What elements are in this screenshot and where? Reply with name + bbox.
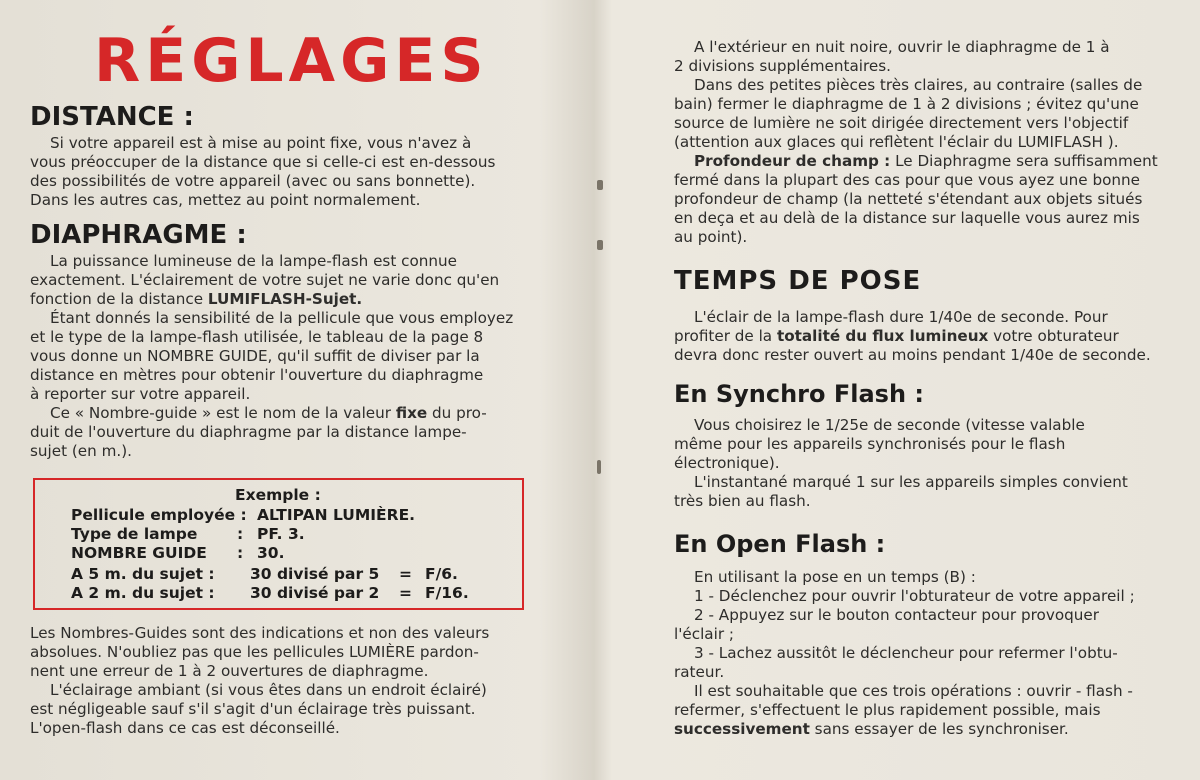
- text-line: profiter de la: [674, 327, 777, 345]
- text-line: à reporter sur votre appareil.: [30, 385, 251, 403]
- row1-calc: 30 divisé par 5: [250, 565, 380, 583]
- film-label: Pellicule employée :: [71, 506, 247, 524]
- text-line: refermer, s'effectuent le plus rapidement possible, mais: [674, 701, 1101, 719]
- example-box: [33, 478, 524, 610]
- text-line: exactement. L'éclairement de votre sujet ne varie donc qu'en: [30, 271, 500, 289]
- bold-text: fixe: [395, 404, 428, 422]
- text-line: 2 - Appuyez sur le bouton contacteur pour provoquer: [694, 606, 1099, 624]
- temps-de-pose-paragraph: [674, 308, 1174, 365]
- text-line: Ce « Nombre-guide » est le nom de la valeur: [50, 404, 396, 422]
- text-line: 1 - Déclenchez pour ouvrir l'obturateur de votre appareil ;: [694, 587, 1135, 605]
- text-line: et le type de la lampe-flash utilisée, le tableau de la page 8: [30, 328, 484, 346]
- text-line: distance en mètres pour obtenir l'ouverture du diaphragme: [30, 366, 484, 384]
- temps-de-pose-heading: TEMPS DE POSE: [674, 266, 922, 296]
- bold-text: LUMIFLASH-Sujet.: [207, 290, 363, 308]
- lamp-label: Type de lampe: [71, 525, 198, 543]
- text-line: Les Nombres-Guides sont des indications et non des valeurs: [30, 624, 490, 642]
- text-line: Le Diaphragme sera suffisamment: [890, 152, 1158, 170]
- bold-text: totalité du flux lumineux: [776, 327, 989, 345]
- text-line: vous donne un NOMBRE GUIDE, qu'il suffit de diviser par la: [30, 347, 480, 365]
- synchro-flash-paragraph: [674, 416, 1174, 511]
- distance-paragraph: [30, 134, 530, 210]
- diaphragme-paragraph: [30, 252, 530, 461]
- text-line: L'instantané marqué 1 sur les appareils simples convient: [694, 473, 1128, 491]
- guide-colon: :: [237, 544, 244, 562]
- text-line: Étant donnés la sensibilité de la pellicule que vous employez: [50, 309, 514, 327]
- text-line: vous préoccuper de la distance que si celle-ci est en-dessous: [30, 153, 496, 171]
- text-line: A l'extérieur en nuit noire, ouvrir le diaphragme de 1 à: [694, 38, 1110, 56]
- open-flash-paragraph: [674, 568, 1174, 739]
- right-page: [600, 0, 1200, 780]
- text-line: sujet (en m.).: [30, 442, 132, 460]
- synchro-flash-heading: En Synchro Flash :: [674, 380, 924, 408]
- text-line: En utilisant la pose en un temps (B) :: [694, 568, 976, 586]
- diaphragme-heading: DIAPHRAGME :: [30, 220, 247, 250]
- open-flash-heading: En Open Flash :: [674, 530, 886, 558]
- text-line: La puissance lumineuse de la lampe-flash est connue: [50, 252, 457, 270]
- text-line: est négligeable sauf s'il s'agit d'un éclairage très puissant.: [30, 700, 476, 718]
- text-line: électronique).: [674, 454, 780, 472]
- row1-result: F/6.: [425, 565, 458, 583]
- text-line: L'open-flash dans ce cas est déconseillé.: [30, 719, 340, 737]
- text-line: Dans des petites pièces très claires, au contraire (salles de: [694, 76, 1143, 94]
- page-title: RÉGLAGES: [94, 26, 489, 96]
- example-title: Exemple :: [235, 486, 321, 504]
- row2-calc: 30 divisé par 2: [250, 584, 380, 602]
- film-value: ALTIPAN LUMIÈRE.: [257, 506, 416, 524]
- text-line: (attention aux glaces qui reflètent l'éclair du LUMIFLASH ).: [674, 133, 1119, 151]
- text-line: profondeur de champ (la netteté s'étendant aux objets situés: [674, 190, 1143, 208]
- text-line: Vous choisirez le 1/25e de seconde (vitesse valable: [694, 416, 1085, 434]
- text-line: votre obturateur: [988, 327, 1119, 345]
- bold-text: Profondeur de champ :: [694, 152, 891, 170]
- text-line: même pour les appareils synchronisés pour le flash: [674, 435, 1066, 453]
- text-line: absolues. N'oubliez pas que les pellicules LUMIÈRE pardon-: [30, 643, 479, 661]
- text-line: 3 - Lachez aussitôt le déclencheur pour refermer l'obtu-: [694, 644, 1118, 662]
- text-line: au point).: [674, 228, 748, 246]
- text-line: Il est souhaitable que ces trois opérations : ouvrir - flash -: [694, 682, 1133, 700]
- bold-text: successivement: [674, 720, 810, 738]
- text-line: L'éclairage ambiant (si vous êtes dans un endroit éclairé): [50, 681, 487, 699]
- text-line: l'éclair ;: [674, 625, 735, 643]
- text-line: des possibilités de votre appareil (avec ou sans bonnette).: [30, 172, 476, 190]
- text-line: fonction de la distance: [30, 290, 208, 308]
- text-line: nent une erreur de 1 à 2 ouvertures de diaphragme.: [30, 662, 429, 680]
- text-line: source de lumière ne soit dirigée directement vers l'objectif: [674, 114, 1129, 132]
- diaphragme-continued-paragraph: [674, 38, 1174, 247]
- text-line: Si votre appareil est à mise au point fixe, vous n'avez à: [50, 134, 472, 152]
- lamp-value: PF. 3.: [257, 525, 305, 543]
- guide-label: NOMBRE GUIDE: [71, 544, 207, 562]
- text-line: 2 divisions supplémentaires.: [674, 57, 891, 75]
- notes-paragraph: [30, 624, 530, 738]
- distance-heading: DISTANCE :: [30, 102, 194, 132]
- row2-result: F/16.: [425, 584, 469, 602]
- row1-equals: =: [399, 565, 412, 583]
- text-line: fermé dans la plupart des cas pour que vous ayez une bonne: [674, 171, 1140, 189]
- guide-value: 30.: [257, 544, 285, 562]
- text-line: devra donc rester ouvert au moins pendant 1/40e de seconde.: [674, 346, 1151, 364]
- text-line: L'éclair de la lampe-flash dure 1/40e de seconde. Pour: [694, 308, 1108, 326]
- text-line: du pro-: [427, 404, 487, 422]
- text-line: bain) fermer le diaphragme de 1 à 2 divisions ; évitez qu'une: [674, 95, 1139, 113]
- row2-equals: =: [399, 584, 412, 602]
- text-line: très bien au flash.: [674, 492, 811, 510]
- text-line: duit de l'ouverture du diaphragme par la distance lampe-: [30, 423, 467, 441]
- text-line: en deça et au delà de la distance sur laquelle vous aurez mis: [674, 209, 1140, 227]
- text-line: rateur.: [674, 663, 725, 681]
- text-line: sans essayer de les synchroniser.: [809, 720, 1069, 738]
- row2-label: A 2 m. du sujet :: [71, 584, 215, 602]
- text-line: Dans les autres cas, mettez au point normalement.: [30, 191, 421, 209]
- lamp-colon: :: [237, 525, 244, 543]
- row1-label: A 5 m. du sujet :: [71, 565, 215, 583]
